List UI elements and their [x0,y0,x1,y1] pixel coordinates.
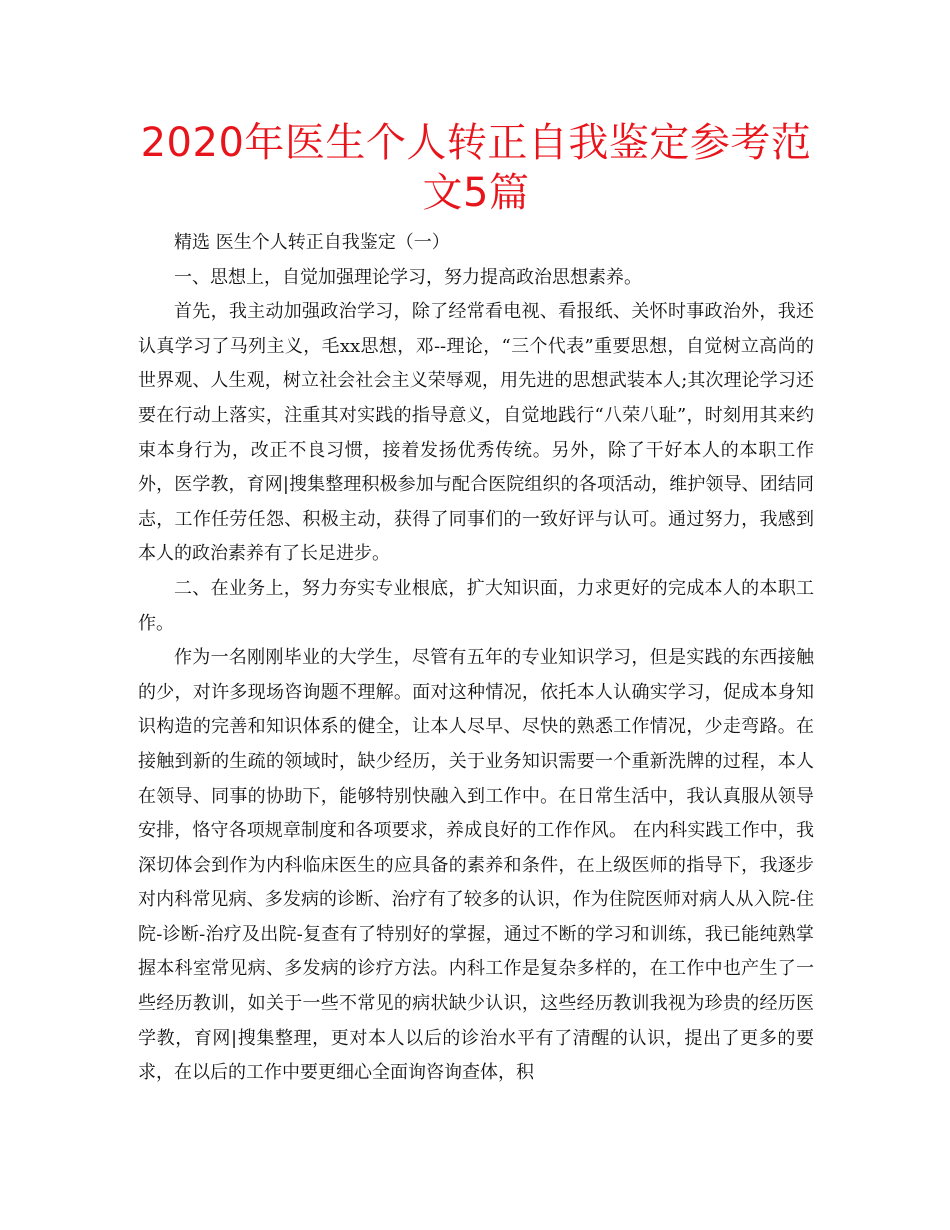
paragraph: 二、在业务上，努力夯实专业根底，扩大知识面，力求更好的完成本人的本职工作。 [138,577,814,634]
document-body [138,226,814,1091]
paragraph: 一、思想上，自觉加强理论学习，努力提高政治思想素养。 [174,266,642,288]
paragraph: 作为一名刚刚毕业的大学生，尽管有五年的专业知识学习，但是实践的东西接触的少，对许多现场咨询题不理解。面对这种情况，依托本人认确实学习，促成本身知识构造的完善和知识体系的健全，让本人尽早、尽快的熟悉工作情况，少走弯路。在接触到新的生疏的领域时，缺少经历，关于业务知识需要一个重新洗牌的过程，本人在领导、同事的协助下，能够特别快融入到工作中。在日常生活中，我认真服从领导安排，恪守各项规章制度和各项要求，养成良好的工作作风。 在内科实践工作中，我深切体会到作为内科临床医生的应具备的素养和条件，在上级医师的指导下，我逐步对内科常见病、多发病的诊断、治疗有了较多的认识，作为住院医师对病人从入院-住院-诊断-治疗及出院-复查有了特别好的掌握，通过不断的学习和训练，我已能纯熟掌握本科室常见病、多发病的诊疗方法。内科工作是复杂多样的，在工作中也产生了一些经历教训，如关于一些不常见的病状缺少认识，这些经历教训我视为珍贵的经历医学教，育网|搜集整理，更对本人以后的诊治水平有了清醒的认识，提出了更多的要求，在以后的工作中要更细心全面询咨询查体，积 [138,647,814,1084]
paragraph: 首先，我主动加强政治学习，除了经常看电视、看报纸、关怀时事政治外，我还认真学习了马列主义，毛xx思想，邓--理论，“三个代表”重要思想，自觉树立高尚的世界观、人生观，树立社会社会主义荣辱观，用先进的思想武装本人;其次理论学习还要在行动上落实，注重其对实践的指导意义，自觉地践行“八荣八耻”，时刻用其来约束本身行为，改正不良习惯，接着发扬优秀传统。另外，除了干好本人的本职工作外，医学教，育网|搜集整理积极参加与配合医院组织的各项活动，维护领导、团结同志，工作任劳任怨、积极主动，获得了同事们的一致好评与认可。通过努力，我感到本人的政治素养有了长足进步。 [138,301,814,565]
document-page [138,118,814,1091]
section-heading: 精选 医生个人转正自我鉴定（一） [174,232,450,253]
document-title: 2020年医生个人转正自我鉴定参考范文5篇 [140,120,812,216]
